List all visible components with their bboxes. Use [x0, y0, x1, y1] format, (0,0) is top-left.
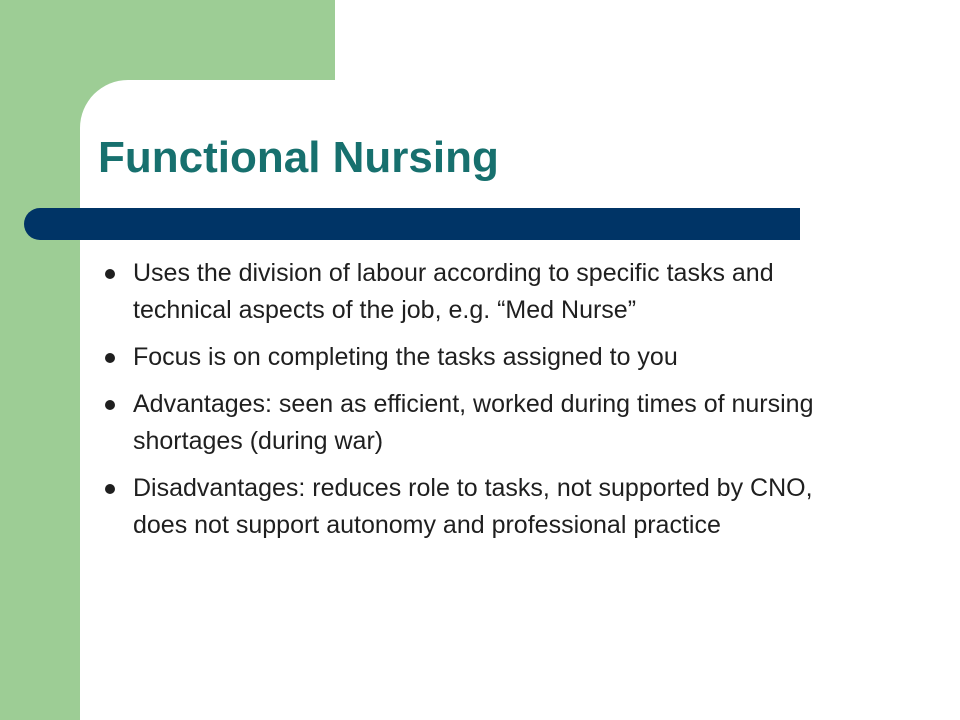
slide-title: Functional Nursing: [98, 133, 499, 182]
list-item: [104, 339, 844, 376]
bullet-text: Disadvantages: reduces role to tasks, not supported by CNO, does not support autonomy and professional practice: [133, 474, 813, 539]
bullet-text: Advantages: seen as efficient, worked during times of nursing shortages (during war): [133, 390, 814, 455]
list-item: [104, 470, 844, 544]
bullet-text: Focus is on completing the tasks assigned to you: [133, 343, 678, 371]
title-underline-bar: [24, 208, 800, 240]
bullet-dot-icon: [105, 484, 115, 494]
bullet-dot-icon: [105, 353, 115, 363]
list-item: [104, 255, 844, 329]
bullet-dot-icon: [105, 400, 115, 410]
bullet-dot-icon: [105, 269, 115, 279]
list-item: [104, 386, 844, 460]
bullet-list: [104, 255, 844, 554]
bullet-text: Uses the division of labour according to specific tasks and technical aspects of the job, e.g. “Med Nurse”: [133, 259, 774, 324]
